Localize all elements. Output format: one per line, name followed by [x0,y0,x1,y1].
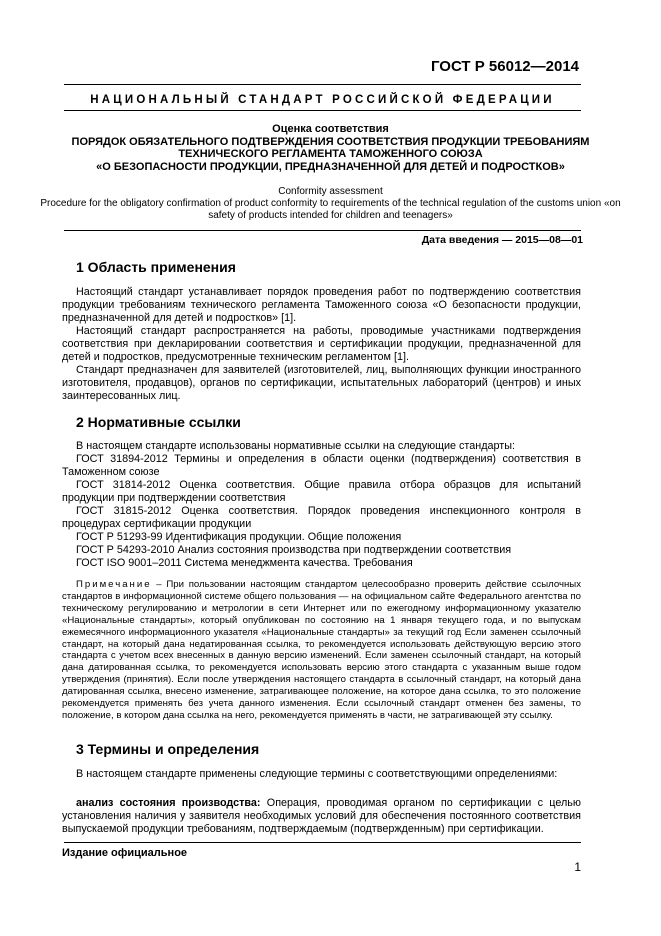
document-title [40,123,621,173]
term-definition [62,797,581,836]
title-line: ПОРЯДОК ОБЯЗАТЕЛЬНОГО ПОДТВЕРЖДЕНИЯ СООТВЕТСТВИЯ ПРОДУКЦИИ ТРЕБОВАНИЯМ [71,135,590,148]
term: анализ состояния производства: [76,797,261,809]
section-3-intro [62,768,581,781]
note-label: Примечание [76,579,152,590]
paragraph: Стандарт предназначен для заявителей (изготовителей, лиц, выполняющих функции иностранного изготовителя, продавцов), органов по сертификации, испытательных лабораторий (центров) и иных заинтересованных лиц. [62,364,581,402]
reference-item: ГОСТ 31894-2012 Термины и определения в области оценки (подтверждения) соответствия в Таможенном союзе [62,453,581,478]
header-rule-bottom [64,110,581,111]
english-title-subject: Conformity assessment [278,186,383,197]
section-3-heading: 3 Термины и определения [76,741,260,757]
paragraph: В настоящем стандарте применены следующие термины с соответствующими определениями: [76,768,558,780]
page-number: 1 [574,860,581,874]
definition: Операция, проводимая органом по сертификации с целью установления наличия у заявителя необходимых условий для обеспечения постоянного соответствия выпускаемой продукции требованиям, подтверждаемым (подтвержденным) при сертификации. [62,797,581,835]
paragraph: Настоящий стандарт устанавливает порядок проведения работ по подтверждению соответствия продукции требованиям технического регламента Таможенного союза «О безопасности продукции, предназначенной для детей и подростков» [1]. [62,286,581,324]
english-title-text: Procedure for the obligatory confirmation of product conformity to requirements of the technical regulation of the customs union «on safety of products intended for children and teenagers» [40,198,621,221]
english-title [36,186,625,222]
title-subject: Оценка соответствия [272,123,389,135]
reference-item: ГОСТ Р 54293-2010 Анализ состояния производства при подтверждении соответствия [76,544,512,556]
reference-item: ГОСТ Р 51293-99 Идентификация продукции. Общие положения [76,531,402,543]
reference-item: ГОСТ 31815-2012 Оценка соответствия. Порядок проведения инспекционного контроля в процедурах сертификации продукции [62,505,581,530]
note-text: – При пользовании настоящим стандартом целесообразно проверить действие ссылочных стандартов в информационной системе общего пользования — на официальном сайте Федерального агентства по техническому регулированию и метрологии в сети Интернет или по ежегодному информационному указателю «Национальные стандарты», который опубликован по состоянию на 1 января текущего года, и по выпускам ежемесячного информационного указателя «Национальные стандарты» за текущий год Если заменен ссылочный стандарт, на который дана недатированная ссылка, то рекомендуется использовать действующую версию этого стандарта с учетом всех внесенных в данную версию изменений. Если заменен ссылочный стандарт, на который дана датированная ссылка, то рекомендуется использовать версию этого стандарта с указанным выше годом утверждения (принятия). Если после утверждения настоящего стандарта в ссылочный стандарт, на который дана датированная ссылка, внесено изменение, затрагивающее положение, на которое дана ссылка, то это положение рекомендуется применять без учета данного изменения. Если ссылочный стандарт отменен без замены, то положение, в котором дана ссылка на него, рекомендуется применять в части, не затрагивающей эту ссылку. [62,579,581,721]
reference-item: ГОСТ ISO 9001–2011 Система менеджмента качества. Требования [76,557,413,569]
note [62,579,581,722]
introduction-date: Дата введения — 2015—08—01 [421,234,583,246]
edition-label: Издание официальное [62,847,188,859]
title-line: «О БЕЗОПАСНОСТИ ПРОДУКЦИИ, ПРЕДНАЗНАЧЕННОЙ ДЛЯ ДЕТЕЙ И ПОДРОСТКОВ» [96,160,565,173]
document-number: ГОСТ Р 56012—2014 [430,58,579,75]
section-2-heading: 2 Нормативные ссылки [76,414,241,430]
date-rule [64,230,581,231]
section-1-body [62,286,581,403]
national-standard-banner: НАЦИОНАЛЬНЫЙ СТАНДАРТ РОССИЙСКОЙ ФЕДЕРАЦИИ [90,94,555,106]
reference-item: ГОСТ 31814-2012 Оценка соответствия. Общие правила отбора образцов для испытаний продукции при подтверждении соответствия [62,479,581,504]
footer-rule [64,842,581,843]
paragraph: Настоящий стандарт распространяется на работы, проводимые участниками подтверждения соответствия при декларировании соответствия и сертификации продукции, предназначенной для детей и подростков, предусмотренные техническим регламентом [1]. [62,325,581,363]
title-line: ТЕХНИЧЕСКОГО РЕГЛАМЕНТА ТАМОЖЕННОГО СОЮЗА [178,148,483,160]
section-2-body [62,440,581,570]
header-rule-top [64,84,581,85]
section-1-heading: 1 Область применения [76,259,236,275]
paragraph: В настоящем стандарте использованы нормативные ссылки на следующие стандарты: [76,440,515,452]
